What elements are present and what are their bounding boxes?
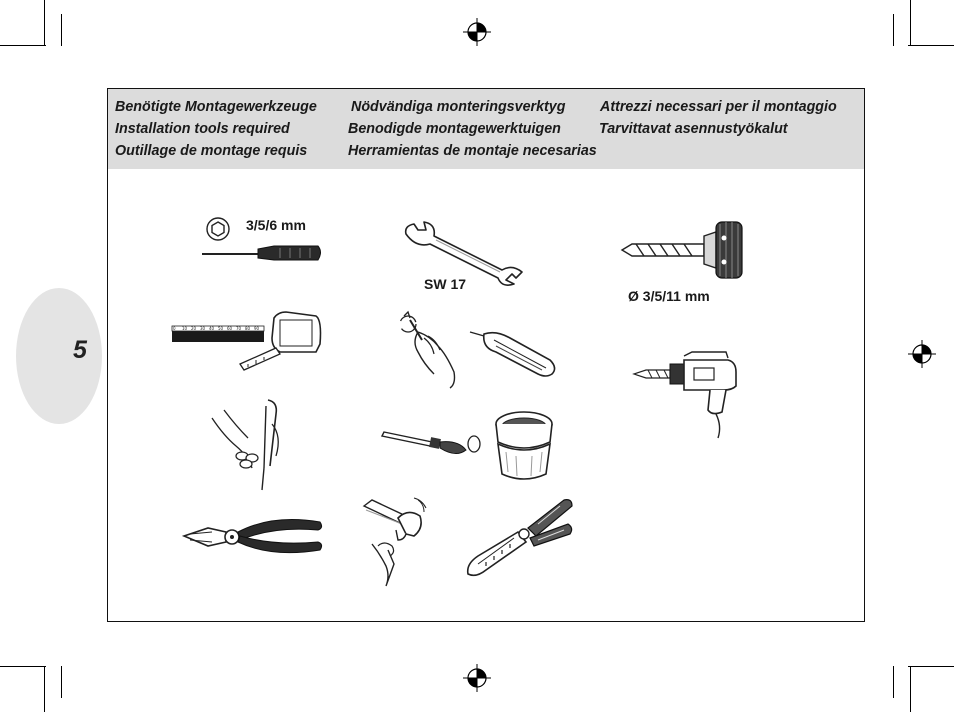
hex-key-icon	[205, 216, 231, 242]
header-text: Installation tools required	[115, 121, 290, 137]
crop-mark	[908, 666, 954, 667]
wire-stripper-icon	[464, 494, 576, 584]
drill-bit-chuck-icon	[620, 218, 746, 282]
crop-mark	[0, 45, 46, 46]
crop-mark	[893, 14, 894, 46]
crop-mark	[910, 666, 911, 712]
svg-text:0: 0	[173, 326, 176, 331]
header-text: Benötigte Montagewerkzeuge	[115, 99, 317, 115]
svg-text:90: 90	[254, 326, 260, 331]
tape-measure-icon	[170, 308, 324, 374]
crop-mark	[0, 666, 46, 667]
pliers-icon	[182, 512, 324, 562]
header-text: Attrezzi necessari per il montaggio	[600, 99, 837, 115]
svg-text:40: 40	[209, 326, 215, 331]
svg-text:50: 50	[218, 326, 224, 331]
crop-mark	[908, 45, 954, 46]
paint-brush-icon	[380, 424, 484, 460]
header-text: Outillage de montage requis	[115, 143, 308, 159]
crop-mark	[61, 666, 62, 698]
header-text: Benodigde montagewerktuigen	[348, 121, 561, 137]
screwdriver-icon	[200, 240, 324, 266]
svg-text:70: 70	[236, 326, 242, 331]
hammer-icon	[362, 494, 428, 590]
crop-mark	[61, 14, 62, 46]
crop-mark	[910, 0, 911, 46]
hex-key-size-label: 3/5/6 mm	[246, 217, 306, 233]
power-drill-icon	[632, 350, 740, 440]
hand-pencil-icon	[394, 310, 466, 390]
registration-mark-icon	[463, 18, 491, 46]
crop-mark	[44, 0, 45, 46]
crop-mark	[893, 666, 894, 698]
svg-text:20: 20	[191, 326, 197, 331]
svg-text:30: 30	[200, 326, 206, 331]
registration-mark-icon	[908, 340, 936, 368]
hand-awl-icon	[206, 396, 286, 494]
svg-text:10: 10	[182, 326, 188, 331]
page-number: 5	[73, 336, 87, 364]
header-text: Nödvändiga monteringsverktyg	[351, 99, 566, 115]
registration-mark-icon	[463, 664, 491, 692]
wrench-size-label: SW 17	[424, 276, 467, 292]
svg-text:80: 80	[245, 326, 251, 331]
utility-knife-icon	[466, 326, 558, 380]
glue-pot-icon	[492, 408, 556, 486]
header-text: Herramientas de montaje necesarias	[348, 143, 597, 159]
drill-bit-size-label: Ø 3/5/11 mm	[628, 288, 710, 304]
crop-mark	[44, 666, 45, 712]
svg-text:60: 60	[227, 326, 233, 331]
header-text: Tarvittavat asennustyökalut	[599, 121, 788, 137]
tools-header	[108, 89, 864, 169]
